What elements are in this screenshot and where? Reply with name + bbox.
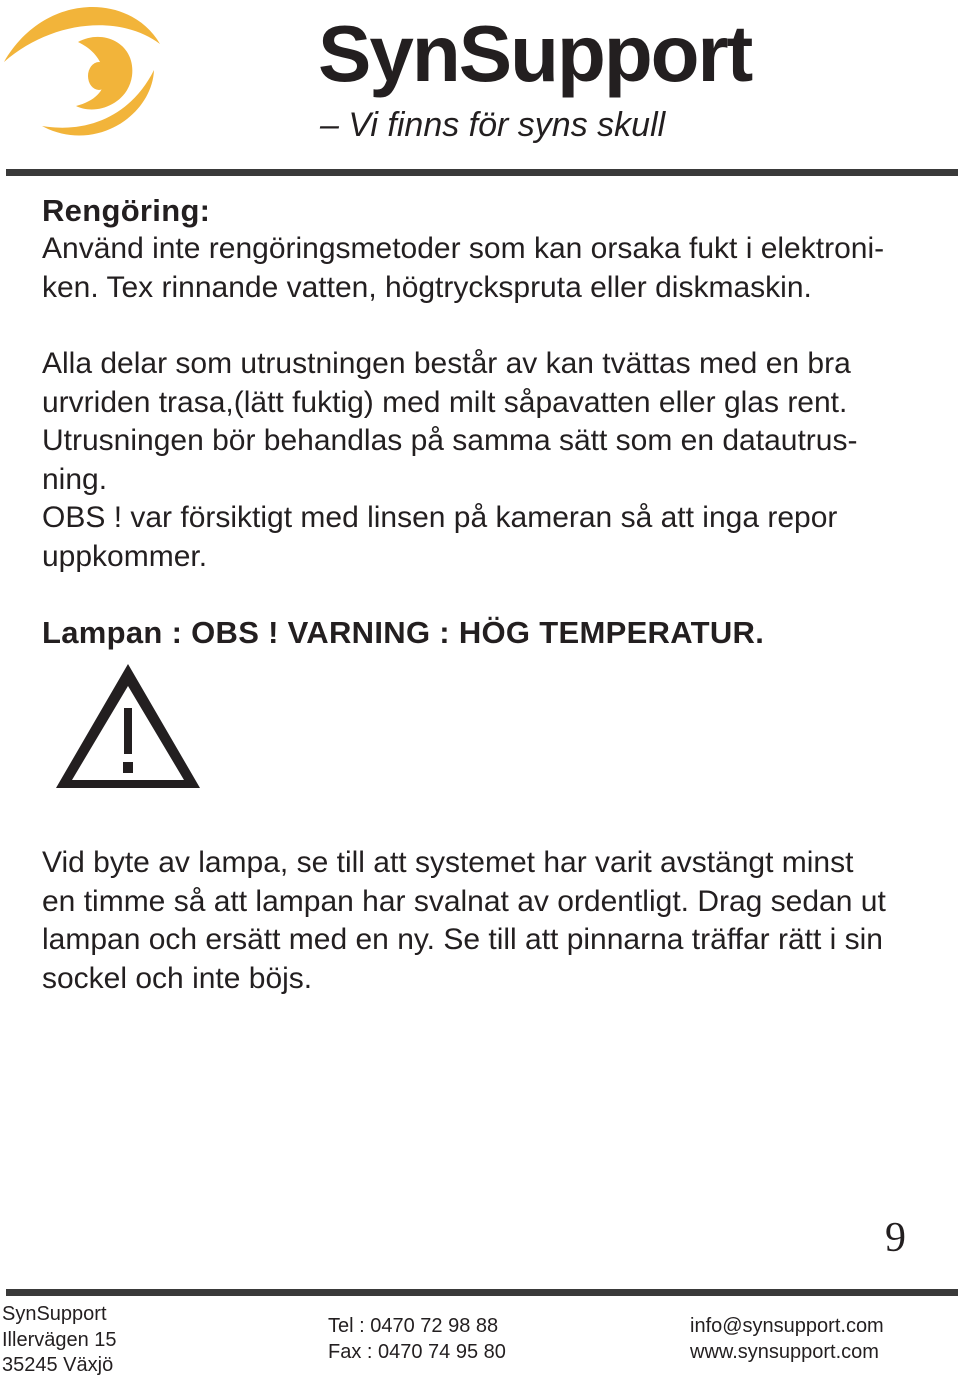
cleaning-paragraph-2 xyxy=(42,345,942,576)
footer-fax: Fax : 0470 74 95 80 xyxy=(328,1340,506,1363)
text-line: Använd inte rengöringsmetoder som kan orsaka fukt i elektroni- xyxy=(42,232,885,265)
footer-website-link[interactable]: www.synsupport.com xyxy=(690,1340,879,1363)
footer-divider xyxy=(6,1289,958,1296)
text-line: Utrusningen bör behandlas på samma sätt som en datautrus- xyxy=(42,424,858,457)
footer-company: SynSupport xyxy=(2,1303,107,1325)
lamp-replacement-paragraph xyxy=(42,844,942,998)
text-line: sockel och inte böjs. xyxy=(42,961,313,995)
text-line: ning. xyxy=(42,462,108,496)
page-number: 9 xyxy=(885,1215,906,1261)
warning-triangle-icon xyxy=(52,660,204,794)
footer-street: Illervägen 15 xyxy=(2,1328,117,1351)
text-line: Alla delar som utrustningen består av kan tvättas med en bra xyxy=(42,347,851,380)
footer-address xyxy=(2,1302,117,1379)
footer-phone xyxy=(328,1314,506,1365)
footer-city: 35245 Växjö xyxy=(2,1354,114,1376)
text-line: urvriden trasa,(lätt fuktig) med milt såpavatten eller glas rent. xyxy=(42,385,848,419)
cleaning-heading: Rengöring: xyxy=(42,193,211,228)
header-divider xyxy=(6,169,958,176)
lamp-warning-heading: Lampan : OBS ! VARNING : HÖG TEMPERATUR. xyxy=(42,615,765,650)
footer-email-link[interactable]: info@synsupport.com xyxy=(690,1315,884,1337)
text-line: OBS ! var försiktigt med linsen på kameran så att inga repor xyxy=(42,501,838,534)
text-line: en timme så att lampan har svalnat av ordentligt. Drag sedan ut xyxy=(42,884,886,918)
cleaning-paragraph-1 xyxy=(42,230,942,307)
brand-tagline: – Vi finns för syns skull xyxy=(320,106,666,144)
footer-tel: Tel : 0470 72 98 88 xyxy=(328,1315,499,1337)
text-line: lampan och ersätt med en ny. Se till att pinnarna träffar rätt i sin xyxy=(42,923,883,956)
eye-logo-icon xyxy=(4,4,160,138)
brand-name: SynSupport xyxy=(318,9,752,98)
footer-web xyxy=(690,1314,884,1365)
text-line: Vid byte av lampa, se till att systemet har varit avstängt minst xyxy=(42,846,854,879)
text-line: ken. Tex rinnande vatten, högtryckspruta eller diskmaskin. xyxy=(42,270,812,304)
text-line: uppkommer. xyxy=(42,539,208,573)
